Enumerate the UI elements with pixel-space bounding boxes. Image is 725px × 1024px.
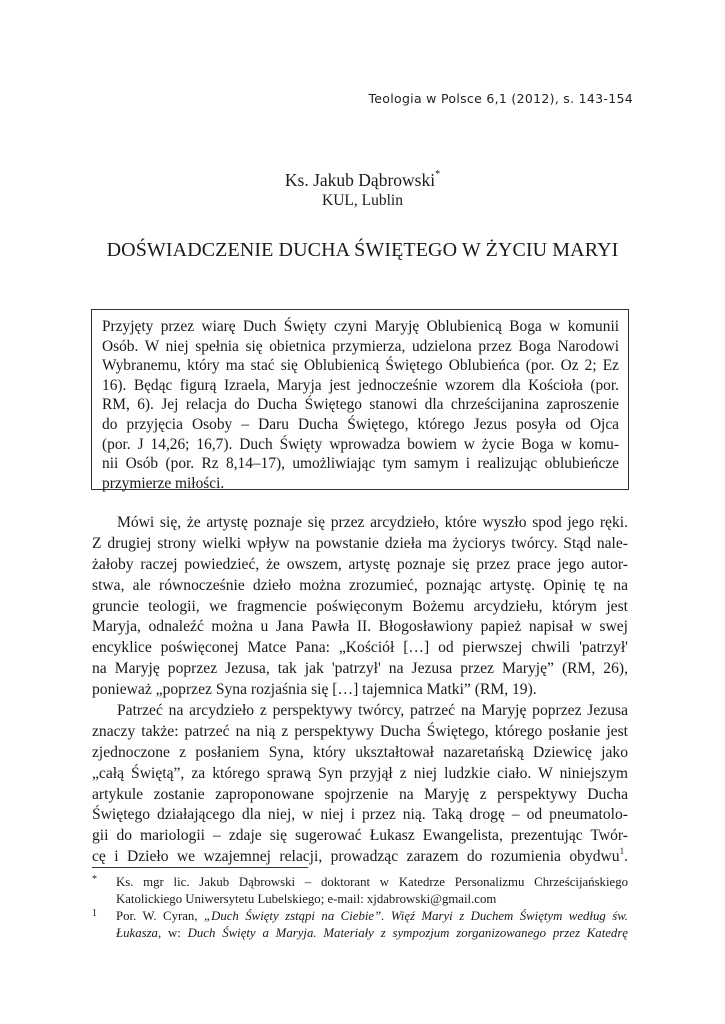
body-line: stwa, ale równocześnie dzieło można zrozumieć, poznając artystę. Opinię tę na: [92, 576, 628, 594]
footnote-line: Katolickiego Uniwersytetu Lubelskiego; e-mail: xjdabrowski@gmail.com: [116, 892, 497, 906]
body-line: Świętego działającego dla niej, w niej i przez nią. Taką drogę – od pneumatolo-: [92, 806, 628, 824]
paragraph-2: [92, 701, 628, 868]
body-line: artykule zostanie zaproponowane spojrzenie na Maryję z perspektywy Ducha: [92, 785, 628, 803]
body-line: gruncie teologii, we fragmencie poświęconym Bożemu arcydziełu, którym jest: [92, 597, 628, 615]
paragraph-1: [92, 513, 628, 701]
abstract-line: 16). Będąc figurą Izraela, Maryja jest jednocześnie wzorem dla Kościoła (por.: [102, 376, 619, 394]
footnote-text: Por. W. Cyran,: [116, 909, 204, 923]
author-name-text: Ks. Jakub Dąbrowski: [284, 170, 436, 190]
sentence-period: .: [624, 848, 628, 866]
author-footnote-mark[interactable]: *: [435, 169, 441, 180]
footnotes: [92, 874, 628, 942]
body-line: znaczy także: patrzeć na nią z perspektywy Ducha Świętego, którego posłanie jest: [92, 722, 628, 740]
abstract-line: Wybranemu, który ma stać się Oblubienicą Świętego Oblubieńca (por. Oz 2; Ez: [102, 357, 619, 375]
body-line: na Maryję poprzez Jezusa, tak jak 'patrzył' na Jezusa przez Maryję” (RM, 26),: [92, 660, 628, 678]
abstract-line: nii Osób (por. Rz 8,14–17), umożliwiając tym samym i realizując oblubieńcze: [102, 455, 619, 473]
body-line: gii do mariologii – zdaje się sugerować Łukasz Ewangelista, prezentując Twór-: [92, 827, 628, 845]
abstract-line: RM, 6). Jej relacja do Ducha Świętego stanowi dla chrześcijanina zaproszenie: [102, 396, 619, 414]
author-affiliation: KUL, Lublin: [322, 192, 403, 209]
abstract-line: Przyjęty przez wiarę Duch Święty czyni Maryję Oblubienicą Boga w komunii: [102, 318, 619, 335]
abstract-line: Osób. W niej spełnia się obietnica przymierza, udzielona przez Boga Narodowi: [102, 337, 619, 355]
footnote-1: [92, 908, 628, 942]
body-line: Mówi się, że artystę poznaje się przez arcydzieło, które wyszło spod jego ręki.: [117, 514, 628, 531]
body-line: żałoby raczej powiedzieć, że owszem, artystę poznaje się przez prace jego autor-: [92, 555, 628, 573]
footnote-mark: 1: [92, 908, 97, 919]
body-line: „całą Świętą”, za którego sprawą Syn przyjął z niej ludzkie ciało. W niniejszym: [92, 764, 628, 782]
footnote-cited-title: Łukasza: [116, 926, 158, 940]
footnote-text: , w:: [157, 926, 188, 940]
footnote-line: [116, 908, 628, 925]
footnote-ref-1[interactable]: 1: [619, 846, 625, 857]
body-line: Z drugiej strony wielki wpływ na powstanie dzieła ma życiorys twórcy. Stąd nale-: [92, 534, 628, 552]
footnote-separator: [92, 867, 308, 868]
body-line: Patrzeć na arcydzieło z perspektywy twórcy, patrzeć na Maryję poprzez Jezusa: [117, 702, 628, 720]
abstract-box: [91, 309, 629, 490]
body-text: [92, 513, 628, 868]
footnote-cited-title: „Duch Święty zstąpi na Ciebie”. Więź Maryi z Duchem Świętym według św.: [203, 909, 628, 923]
journal-reference: Teologia w Polsce 6,1 (2012), s. 143-154: [368, 91, 633, 106]
article-title: DOŚWIADCZENIE DUCHA ŚWIĘTEGO W ŻYCIU MARYI: [106, 239, 619, 261]
abstract-line: do przyjęcia Osoby – Daru Ducha Świętego, którego Jezus posyła od Ojca: [102, 415, 619, 433]
footnote-line: [116, 925, 628, 942]
author-name: [0, 170, 725, 190]
body-line: encyklice poświęconej Matce Pana: „Kościół […] od pierwszej chwili 'patrzył': [92, 639, 628, 657]
footnote-cited-book: Duch Święty a Maryja. Materiały z sympozjum zorganizowanego przez Katedrę: [187, 926, 628, 940]
footnote-line: Ks. mgr lic. Jakub Dąbrowski – doktorant w Katedrze Personalizmu Chrześcijańskiego: [116, 875, 628, 889]
footnote-author: [92, 874, 628, 908]
body-line-text: cę i Dzieło we wzajemnej relacji, prowadząc zarazem do rozumienia obydwu: [92, 848, 620, 866]
body-line: [92, 847, 628, 868]
body-line: zjednoczone z posłaniem Syna, który ukształtował nazaretańską Dziewicę jako: [92, 743, 628, 761]
footnote-mark: *: [92, 874, 97, 885]
body-line: Maryja, odnaleźć można u Jana Pawła II. Błogosławiony papież napisał w swej: [92, 618, 628, 636]
abstract-line: przymierze miłości.: [102, 474, 225, 492]
body-line: ponieważ „poprzez Syna rozjaśnia się […] tajemnica Matki” (RM, 19).: [92, 681, 537, 699]
abstract-line: (por. J 14,26; 16,7). Duch Święty wprowadza bowiem w życie Boga w komu-: [102, 435, 619, 453]
